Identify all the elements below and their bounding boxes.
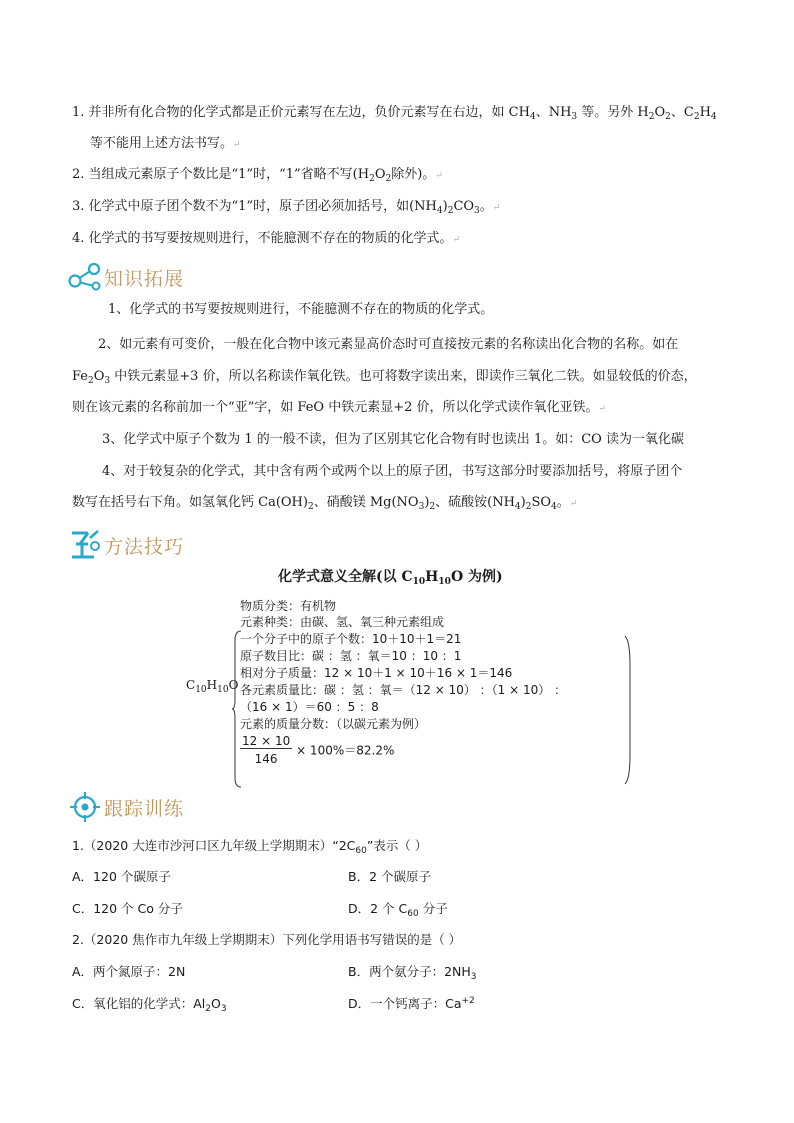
question-1-option-c[interactable]: C．120 个 Co 分子 — [72, 901, 183, 916]
formula-box-title: 化学式意义全解(以 $C_{10}H_{10}O$ 为例) — [278, 569, 503, 587]
question-1-option-a[interactable]: A．120 个碳原子 — [72, 869, 171, 884]
question-2-option-b[interactable]: B．两个氨分子：$2NH_3$ — [348, 964, 477, 982]
knowledge-p1: 1、化学式的书写要按规则进行，不能臆测不存在的物质的化学式。 — [108, 302, 494, 317]
knowledge-p4-line-1: 4、对于较复杂的化学式，其中含有两个或两个以上的原子团，书写这部分时要添加括号，将原子团个 — [102, 464, 683, 479]
rule-1-line-2: 等不能用上述方法书写。↵ — [90, 136, 241, 151]
box-line-atom-ratio: 原子数目比：碳 ：氢 ：氧＝10 ：10 ：1 — [240, 649, 462, 663]
fraction — [240, 734, 394, 766]
knowledge-p2-line-1: 2、如元素有可变价，一般在化合物中该元素显高价态时可直接按元素的名称读出化合物的名称。如在 — [98, 337, 679, 352]
rule-3: 3. 化学式中原子团个数不为“1”时，原子团必须加括号，如$(NH_4)_2CO_3$。↵ — [72, 199, 501, 216]
knowledge-section-title: 知识拓展 — [104, 267, 185, 290]
box-line-elements: 元素种类：由碳、氢、氧三种元素组成 — [240, 615, 445, 629]
right-bracket — [622, 635, 632, 785]
rule-4: 4. 化学式的书写要按规则进行，不能臆测不存在的物质的化学式。↵ — [72, 231, 461, 246]
formula-label: $C_{10}H_{10}O$ — [186, 678, 239, 695]
practice-section-header — [70, 792, 184, 822]
box-line-mass-ratio: 各元素质量比：碳 ：氢 ：氧＝（12 × 10） ：（1 × 10） ： — [240, 683, 567, 697]
knowledge-p4-line-2: 数写在括号右下角。如氢氧化钙 $Ca(OH)_2$、硝酸镁 $Mg(NO_3)_2$、硫酸铵$(NH_4)_2SO_4$。↵ — [72, 495, 578, 512]
question-2-option-c[interactable]: C．氧化铝的化学式：$Al_2O_3$ — [72, 996, 227, 1014]
knowledge-p2-line-2: $Fe_2O_3$ 中铁元素显+3 价，所以名称读作氧化铁。也可将数字读出来，即读作三氧化二铁。如显较低的价态， — [72, 369, 697, 386]
box-line-molar-mass: 相对分子质量：12 × 10＋1 × 10＋16 × 1＝146 — [240, 666, 513, 680]
rule-2: 2. 当组成元素原子个数比是“1”时，“1”省略不写($H_2O_2$除外)。↵ — [72, 167, 443, 184]
question-1-stem: 1.（2020 大连市沙河口区九年级上学期期末）“$2C_{60}$”表示（ ） — [72, 838, 428, 856]
microscope-icon — [68, 529, 104, 561]
question-1-option-b[interactable]: B．2 个碳原子 — [348, 869, 432, 884]
method-section-title: 方法技巧 — [104, 535, 185, 558]
knowledge-p2-line-3: 则在该元素的名称前加一个“亚”字，如 FeO 中铁元素显+2 价，所以化学式读作氧化亚铁。↵ — [72, 400, 607, 415]
box-line-atom-count: 一个分子中的原子个数：10＋10＋1＝21 — [240, 632, 462, 646]
question-2-option-d[interactable]: D．一个钙离子：$Ca^{+2}$ — [348, 996, 475, 1011]
box-line-mass-fraction: 元素的质量分数：（以碳元素为例） — [240, 717, 427, 731]
rule-1-line-1: 1. 并非所有化合物的化学式都是正价元素写在左边，负价元素写在右边，如 $CH_4$、$NH_3$ 等。另外 $H_2O_2$、$C_2H_4$ — [72, 105, 717, 122]
fraction-denominator: 146 — [254, 752, 278, 766]
question-1-option-d[interactable]: D．2 个 $C_{60}$ 分子 — [348, 901, 448, 919]
target-icon — [70, 791, 104, 823]
question-2-option-a[interactable]: A．两个氮原子：2N — [72, 964, 186, 979]
method-section-header — [68, 530, 184, 560]
fraction-numerator: 12 × 10 — [242, 734, 291, 748]
knowledge-p3: 3、化学式中原子个数为 1 的一般不读，但为了区别其它化合物有时也读出 1。如：CO 读为一氧化碳 — [102, 432, 684, 447]
box-line-classification: 物质分类：有机物 — [240, 599, 337, 613]
box-line-mass-ratio-result: （16 × 1）＝60 ：5 ：8 — [240, 700, 379, 714]
knowledge-section-header — [68, 262, 184, 292]
share-nodes-icon — [68, 262, 104, 292]
fraction-result: × 100%＝82.2% — [296, 743, 395, 758]
question-2-stem: 2.（2020 焦作市九年级上学期期末）下列化学用语书写错误的是（ ） — [72, 932, 462, 947]
practice-section-title: 跟踪训练 — [104, 797, 185, 820]
